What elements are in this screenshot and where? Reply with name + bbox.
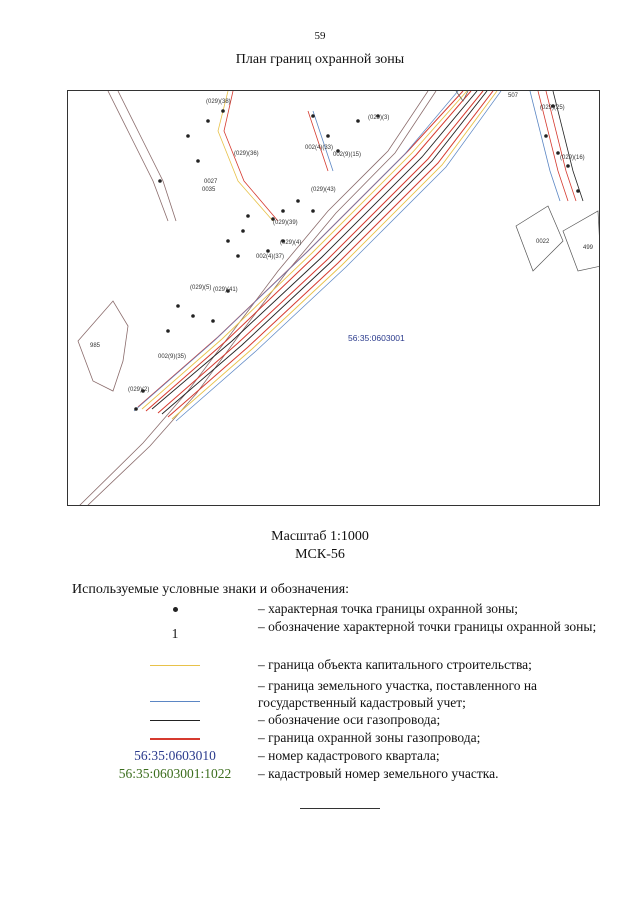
pipeline-axis-line-symbol (150, 720, 200, 721)
parcel-label: 507 (508, 93, 519, 99)
parcel-labels (90, 93, 594, 349)
scale-block (0, 528, 640, 564)
point-label: (029)(43) (311, 187, 336, 193)
page-number: 59 (314, 30, 326, 42)
point-label: (029)(38) (206, 99, 231, 105)
right-parcels (456, 91, 600, 271)
point-label: 002(4)(37) (256, 254, 285, 260)
parcel-number-sample: 56:35:0603001:1022 (118, 766, 232, 781)
point-label: (029)(36) (234, 151, 259, 157)
legend-text: – граница охранной зоны газопровода; (258, 730, 481, 745)
parcel-label: 985 (90, 343, 101, 349)
legend-text: – граница объекта капитального строительства; (258, 657, 532, 672)
point-label: (029)(39) (273, 220, 298, 226)
legend-text: – обозначение оси газопровода; (258, 712, 441, 727)
protection-zone-line-symbol (150, 738, 200, 740)
legend-text: – характерная точка границы охранной зоны; (258, 601, 519, 616)
point-number-symbol: 1 (171, 626, 179, 641)
legend-text: – граница земельного участка, поставленного на государственный кадастровый учет; (258, 678, 538, 710)
page-title: План границ охранной зоны (235, 52, 405, 67)
point-labels (128, 99, 585, 393)
point-label: (029)(3) (368, 115, 390, 121)
coordinate-system: МСК-56 (295, 547, 345, 562)
point-label: (029)(25) (540, 105, 565, 111)
scale-ratio: Масштаб 1:1000 (271, 529, 369, 544)
point-label: (029)(2) (128, 387, 150, 393)
parcel-label: 0027 (204, 179, 218, 185)
end-rule (300, 808, 380, 809)
boundary-points (134, 104, 580, 411)
boundary-point-symbol (173, 607, 178, 612)
branch-lines (218, 91, 583, 221)
point-label: 002(9)(15) (333, 152, 362, 158)
parcel-label: 499 (583, 245, 594, 251)
land-parcel-line-symbol (150, 701, 200, 702)
point-label: (029)(41) (213, 287, 238, 293)
parcel-label: 0035 (202, 187, 216, 193)
quarter-number-sample: 56:35:0603010 (134, 748, 216, 763)
parcel-label: 0022 (536, 239, 550, 245)
legend-text: – кадастровый номер земельного участка. (258, 766, 499, 781)
point-label: (029)(16) (560, 155, 585, 161)
point-label: 002(4)(33) (305, 145, 334, 151)
legend-title: Используемые условные знаки и обозначения: (72, 582, 350, 597)
cadastral-quarter-label: 56:35:0603001 (348, 333, 405, 343)
point-label: (029)(5) (190, 285, 212, 291)
legend-text: – номер кадастрового квартала; (258, 748, 440, 763)
point-label: (029)(4) (280, 240, 302, 246)
capital-object-line-symbol (150, 665, 200, 666)
legend-text: – обозначение характерной точки границы охранной зоны; (258, 619, 597, 634)
map-drawing (68, 91, 600, 506)
point-label: 002(9)(35) (158, 354, 187, 360)
map-plan (67, 90, 600, 506)
